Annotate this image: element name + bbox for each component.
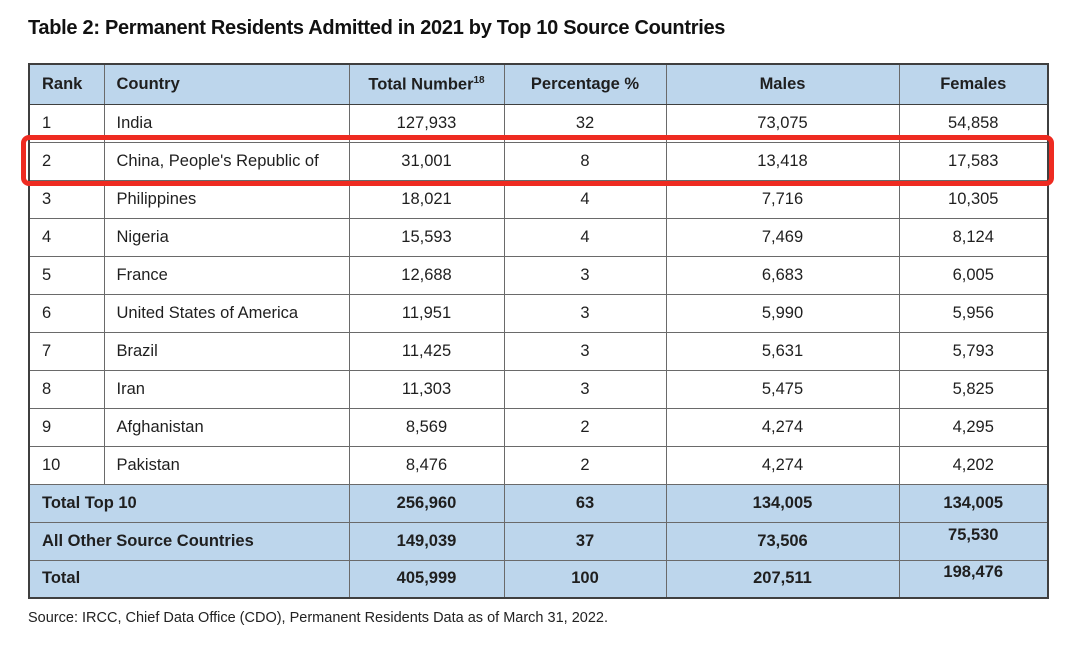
table-container	[28, 63, 1049, 599]
pct-cell: 4	[504, 218, 666, 256]
males-cell: 7,716	[666, 180, 899, 218]
col-header-rank: Rank	[29, 64, 104, 104]
females-cell: 54,858	[899, 104, 1048, 142]
females-cell: 6,005	[899, 256, 1048, 294]
pct-cell: 3	[504, 256, 666, 294]
total-cell: 127,933	[349, 104, 504, 142]
males-cell: 5,475	[666, 370, 899, 408]
pct-cell: 100	[504, 560, 666, 598]
table-row-nigeria	[29, 218, 1048, 256]
summary-row-all-other	[29, 522, 1048, 560]
pct-cell: 32	[504, 104, 666, 142]
col-header-males: Males	[666, 64, 899, 104]
total-cell: 31,001	[349, 142, 504, 180]
pct-cell: 37	[504, 522, 666, 560]
total-cell: 11,425	[349, 332, 504, 370]
country-cell: Iran	[104, 370, 349, 408]
females-cell: 4,202	[899, 446, 1048, 484]
table-row-iran	[29, 370, 1048, 408]
total-cell: 18,021	[349, 180, 504, 218]
country-cell: Pakistan	[104, 446, 349, 484]
rank-cell: 3	[29, 180, 104, 218]
males-cell: 5,631	[666, 332, 899, 370]
pct-cell: 2	[504, 446, 666, 484]
rank-cell: 2	[29, 142, 104, 180]
females-cell: 10,305	[899, 180, 1048, 218]
rank-cell: 7	[29, 332, 104, 370]
pct-cell: 2	[504, 408, 666, 446]
summary-label: Total	[29, 560, 349, 598]
country-cell: United States of America	[104, 294, 349, 332]
pct-cell: 3	[504, 294, 666, 332]
country-cell: Afghanistan	[104, 408, 349, 446]
country-cell: India	[104, 104, 349, 142]
col-header-total-number	[349, 64, 504, 104]
males-cell: 13,418	[666, 142, 899, 180]
total-cell: 15,593	[349, 218, 504, 256]
permanent-residents-table	[28, 63, 1049, 599]
col-header-percentage: Percentage %	[504, 64, 666, 104]
males-cell: 207,511	[666, 560, 899, 598]
table-title: Table 2: Permanent Residents Admitted in 2021 by Top 10 Source Countries	[28, 17, 726, 39]
females-value: 198,476	[943, 563, 1004, 582]
header-row	[29, 64, 1048, 104]
females-cell: 8,124	[899, 218, 1048, 256]
summary-label: All Other Source Countries	[29, 522, 349, 560]
females-cell: 4,295	[899, 408, 1048, 446]
table-row-france	[29, 256, 1048, 294]
females-cell: 5,825	[899, 370, 1048, 408]
footnote-marker: 18	[473, 74, 485, 86]
country-cell: France	[104, 256, 349, 294]
females-cell: 17,583	[899, 142, 1048, 180]
col-header-total-number-label: Total Number	[368, 75, 474, 93]
females-cell: 134,005	[899, 484, 1048, 522]
males-cell: 4,274	[666, 446, 899, 484]
rank-cell: 4	[29, 218, 104, 256]
total-cell: 256,960	[349, 484, 504, 522]
col-header-females: Females	[899, 64, 1048, 104]
females-cell	[899, 560, 1048, 598]
males-cell: 73,075	[666, 104, 899, 142]
table-row-india	[29, 104, 1048, 142]
males-cell: 134,005	[666, 484, 899, 522]
total-cell: 149,039	[349, 522, 504, 560]
col-header-country: Country	[104, 64, 349, 104]
total-cell: 8,569	[349, 408, 504, 446]
table-row-usa	[29, 294, 1048, 332]
summary-label: Total Top 10	[29, 484, 349, 522]
total-cell: 11,303	[349, 370, 504, 408]
males-cell: 5,990	[666, 294, 899, 332]
rank-cell: 1	[29, 104, 104, 142]
females-value: 75,530	[948, 525, 999, 544]
total-cell: 11,951	[349, 294, 504, 332]
rank-cell: 10	[29, 446, 104, 484]
females-cell: 5,793	[899, 332, 1048, 370]
country-cell: Nigeria	[104, 218, 349, 256]
pct-cell: 4	[504, 180, 666, 218]
males-cell: 7,469	[666, 218, 899, 256]
pct-cell: 3	[504, 332, 666, 370]
pct-cell: 8	[504, 142, 666, 180]
country-cell: Philippines	[104, 180, 349, 218]
pct-cell: 3	[504, 370, 666, 408]
males-cell: 4,274	[666, 408, 899, 446]
table-row-china-highlighted	[29, 142, 1048, 180]
males-cell: 73,506	[666, 522, 899, 560]
table-row-afghanistan	[29, 408, 1048, 446]
summary-row-total-top-10	[29, 484, 1048, 522]
total-cell: 12,688	[349, 256, 504, 294]
rank-cell: 6	[29, 294, 104, 332]
table-row-philippines	[29, 180, 1048, 218]
source-note: Source: IRCC, Chief Data Office (CDO), Permanent Residents Data as of March 31, 2022.	[28, 610, 608, 626]
rank-cell: 5	[29, 256, 104, 294]
country-cell: China, People's Republic of	[104, 142, 349, 180]
rank-cell: 8	[29, 370, 104, 408]
females-cell	[899, 522, 1048, 560]
table-row-brazil	[29, 332, 1048, 370]
country-cell: Brazil	[104, 332, 349, 370]
males-cell: 6,683	[666, 256, 899, 294]
total-cell: 8,476	[349, 446, 504, 484]
rank-cell: 9	[29, 408, 104, 446]
summary-row-grand-total	[29, 560, 1048, 598]
total-cell: 405,999	[349, 560, 504, 598]
pct-cell: 63	[504, 484, 666, 522]
females-cell: 5,956	[899, 294, 1048, 332]
table-row-pakistan	[29, 446, 1048, 484]
